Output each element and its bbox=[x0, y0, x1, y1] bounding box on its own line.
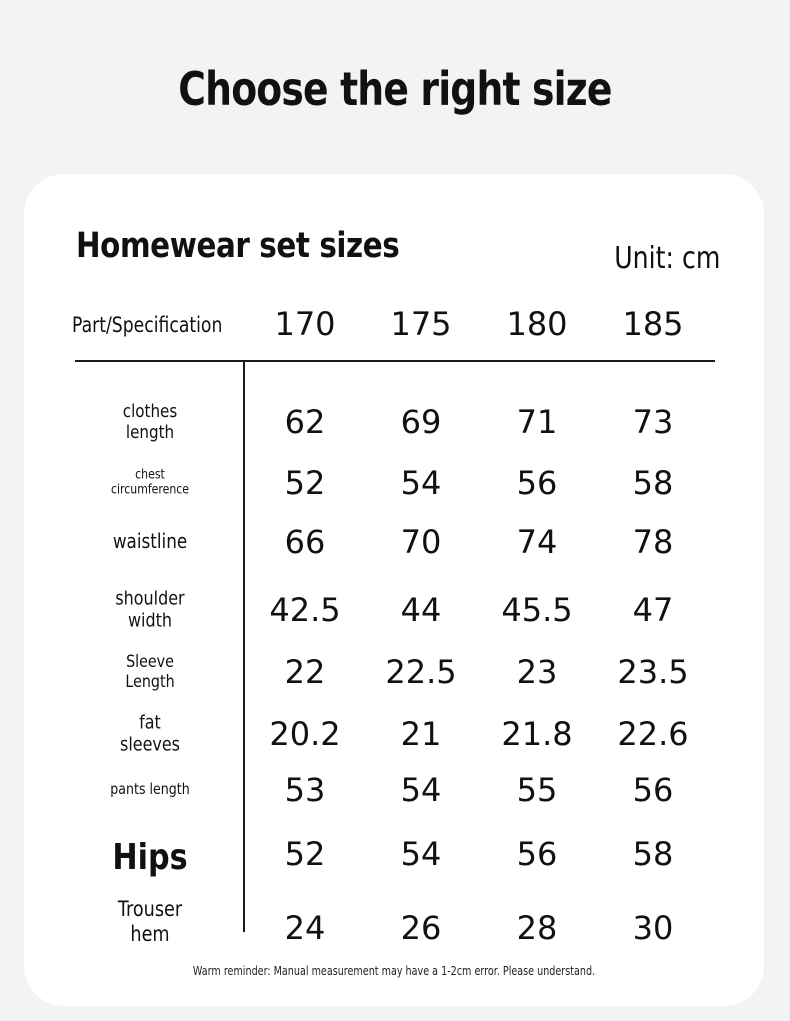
size-value-cell: 26 bbox=[400, 909, 442, 947]
size-value-cell: 56 bbox=[516, 835, 558, 873]
size-value-cell: 23 bbox=[516, 653, 558, 691]
size-header-170: 170 bbox=[274, 305, 336, 343]
table-row bbox=[24, 460, 764, 506]
table-row bbox=[24, 770, 764, 810]
size-value-cell: 22 bbox=[284, 653, 326, 691]
size-header-185: 185 bbox=[622, 305, 684, 343]
size-header-175: 175 bbox=[390, 305, 452, 343]
size-value-cell: 28 bbox=[516, 909, 558, 947]
size-value-cell: 55 bbox=[516, 771, 558, 809]
table-row bbox=[24, 708, 764, 760]
table-row bbox=[24, 894, 764, 950]
size-value-cell: 30 bbox=[632, 909, 674, 947]
size-value-cell: 54 bbox=[400, 771, 442, 809]
size-value-cell: 58 bbox=[632, 464, 674, 502]
row-label: clothes length bbox=[122, 400, 178, 443]
table-row bbox=[24, 522, 764, 562]
table-row bbox=[24, 584, 764, 636]
size-value-cell: 62 bbox=[284, 403, 326, 441]
row-label: shoulder width bbox=[115, 587, 185, 632]
size-value-cell: 78 bbox=[632, 523, 674, 561]
size-value-cell: 20.2 bbox=[269, 715, 341, 753]
row-label: Sleeve Length bbox=[125, 651, 175, 692]
size-value-cell: 42.5 bbox=[269, 591, 341, 629]
size-chart-card bbox=[24, 174, 764, 1006]
size-value-cell: 54 bbox=[400, 835, 442, 873]
part-specification-header: Part/Specification bbox=[72, 313, 223, 337]
row-label: chest circumference bbox=[110, 467, 190, 498]
size-value-cell: 71 bbox=[516, 403, 558, 441]
size-value-cell: 58 bbox=[632, 835, 674, 873]
table-header-row bbox=[24, 301, 764, 351]
page-title: Choose the right size bbox=[178, 62, 612, 116]
size-value-cell: 53 bbox=[284, 771, 326, 809]
size-value-cell: 69 bbox=[400, 403, 442, 441]
size-value-cell: 44 bbox=[400, 591, 442, 629]
size-value-cell: 47 bbox=[632, 591, 674, 629]
table-row bbox=[24, 646, 764, 698]
unit-label: Unit: cm bbox=[613, 241, 720, 276]
row-label: Trouser hem bbox=[117, 897, 183, 946]
size-value-cell: 54 bbox=[400, 464, 442, 502]
size-value-cell: 70 bbox=[400, 523, 442, 561]
size-value-cell: 74 bbox=[516, 523, 558, 561]
size-value-cell: 45.5 bbox=[501, 591, 573, 629]
size-value-cell: 56 bbox=[632, 771, 674, 809]
size-value-cell: 21.8 bbox=[501, 715, 573, 753]
size-value-cell: 24 bbox=[284, 909, 326, 947]
table-row bbox=[24, 832, 764, 884]
size-value-cell: 66 bbox=[284, 523, 326, 561]
row-label: Hips bbox=[112, 836, 188, 878]
size-value-cell: 22.6 bbox=[617, 715, 689, 753]
size-value-cell: 22.5 bbox=[385, 653, 457, 691]
table-row bbox=[24, 396, 764, 448]
size-value-cell: 52 bbox=[284, 835, 326, 873]
size-value-cell: 21 bbox=[400, 715, 442, 753]
size-header-180: 180 bbox=[506, 305, 568, 343]
size-value-cell: 73 bbox=[632, 403, 674, 441]
row-label: fat sleeves bbox=[120, 711, 180, 756]
card-title: Homewear set sizes bbox=[76, 226, 400, 266]
row-label: pants length bbox=[110, 780, 190, 799]
header-divider bbox=[75, 360, 715, 362]
size-value-cell: 56 bbox=[516, 464, 558, 502]
row-label: waistline bbox=[112, 529, 188, 554]
size-value-cell: 52 bbox=[284, 464, 326, 502]
warm-reminder-note: Warm reminder: Manual measurement may have a 1-2cm error. Please understand. bbox=[192, 964, 596, 978]
size-value-cell: 23.5 bbox=[617, 653, 689, 691]
